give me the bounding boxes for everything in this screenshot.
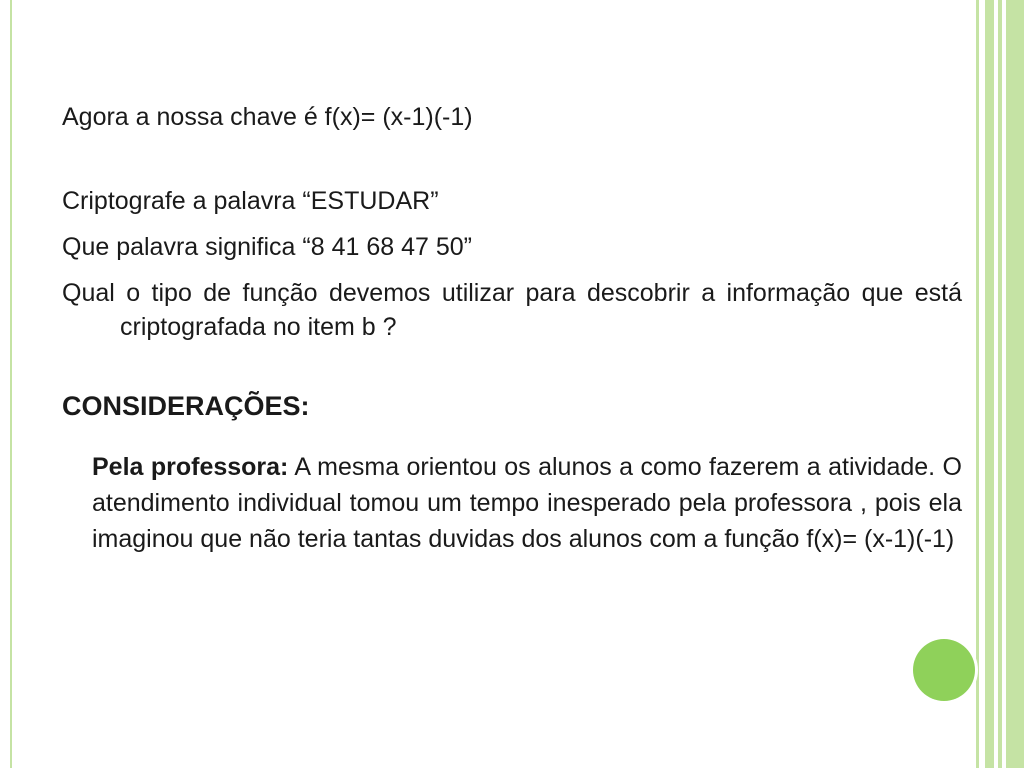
question-line: Qual o tipo de função devemos utilizar para descobrir a informação que está criptografada no item b ? xyxy=(62,279,962,341)
considerations-paragraph xyxy=(92,449,962,557)
slide-content xyxy=(62,100,962,582)
considerations-text: A mesma orientou os alunos a como fazerem a atividade. O atendimento individual tomou um tempo inesperado pela professora , pois ela imaginou que não teria tantas duvidas dos alunos com a função f(x)= (x-1)(-1) xyxy=(92,453,962,553)
meaning-line: Que palavra significa “8 41 68 47 50” xyxy=(62,233,472,261)
right-decorative-stripes xyxy=(976,0,1024,768)
teacher-label: Pela professora: xyxy=(92,453,289,481)
stripe xyxy=(976,0,979,768)
stripe xyxy=(985,0,994,768)
key-line: Agora a nossa chave é f(x)= (x-1)(-1) xyxy=(62,103,473,131)
stripe xyxy=(1006,0,1024,768)
left-border-line xyxy=(10,0,12,768)
encrypt-line: Criptografe a palavra “ESTUDAR” xyxy=(62,187,439,215)
considerations-heading: CONSIDERAÇÕES: xyxy=(62,391,310,421)
green-circle-decoration xyxy=(913,639,975,701)
stripe xyxy=(998,0,1002,768)
